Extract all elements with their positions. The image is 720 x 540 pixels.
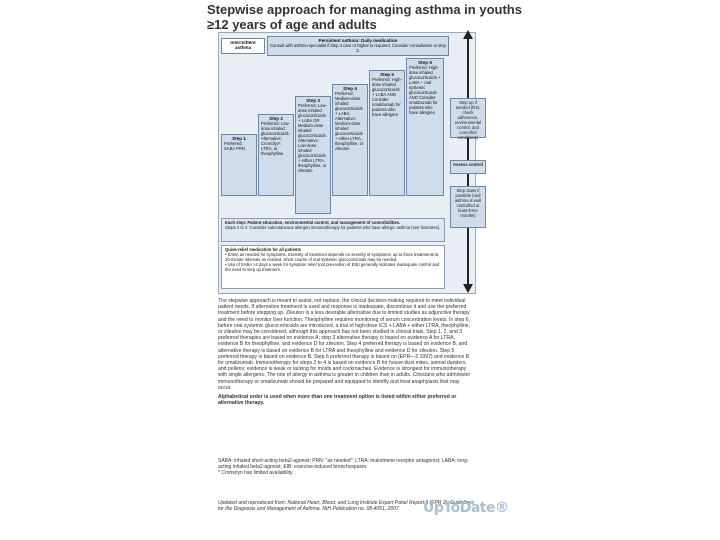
- quick-relief-box: Quick-relief medication for all patients • SABA as needed for symptoms. Intensity of treatment depends on severity of symptoms: up to three treatments at 20-minute intervals as needed. Short course of oral systemic glucocorticoids may be needed. • Use of SABA >2 days a week for symptom relief (not prevention of EIB) generally indicates inadequate control and the need to step up treatment.: [221, 245, 445, 289]
- step-5-box: Step 5 Preferred: High-dose inhaled glucocorticoids + LABA AND Consider omalizumab for patients who have allergies: [369, 70, 405, 196]
- step-3-box: Step 3 Preferred: Low-dose inhaled glucocorticoids + LABA OR Medium-dose inhaled glucocorticoids. Alternative: Low-dose inhaled glucocorticoids + either LTRA, theophylline, or zileuton: [295, 96, 331, 214]
- explanatory-text: [218, 298, 474, 409]
- intermittent-asthma-box: Intermittent asthma: [221, 38, 265, 54]
- paragraph-1: The stepwise approach is meant to assist, not replace, the clinical decision-making required to meet individual patient needs. If alternative treatment is used and response is inadequate, discontinue it and use the preferred treatment before stepping up. Zileuton is a less desirable alternative due to limited studies as adjunctive therapy and the need to monitor liver function. Theophylline requires monitoring of serum concentration levels. In step 6, before oral systemic glucocorticoids are introduced, a trial of high-dose ICS + LABA + either LTRA, theophylline, or zileuton may be considered, although this approach has not been studied in clinical trials. Step 1, 2, and 3 preferred therapies are based on evidence A; step 3 alternative therapy is based on evidence A for LTRA, evidence B for theophylline, and evidence D for zileuton. Step 4 preferred therapy is based on evidence B, and alternative therapy is based on evidence B for LTRA and theophylline and evidence D for zileuton. Step 5 preferred therapy is based on evidence B. Step 6 preferred therapy is based on (EPR—2 1997) and evidence B for omalizumab. Immunotherapy for steps 2 to 4 is based on evidence B for house-dust mites, animal danders, and pollens; evidence is weak or lacking for molds and cockroaches. Evidence is strongest for immunotherapy with single allergens. The role of allergy in asthma is greater in children than in adults. Clinicians who administer immunotherapy or omalizumab should be prepared and equipped to identify and treat anaphylaxis that may occur.: [218, 298, 471, 391]
- step-1-box: Step 1 Preferred: SABA PRN: [221, 134, 257, 196]
- source-citation: Updated and reproduced from: National Heart, Blood, and Lung Institute Expert Panel Report 3 (EPR 3): Guidelines for the Diagnosis and Management of Asthma. NIH Publication no. 08-4051, 2007.: [218, 500, 474, 512]
- paragraph-2: Alphabetical order is used when more than one treatment option is listed within either preferred or alternative therapy.: [218, 394, 457, 407]
- step-4-box: Step 4 Preferred: Medium-dose inhaled glucocorticoids + LABA. Alternative: Medium-dose inhaled glucocorticoids + either LTRA, theophylline, or zileuton: [332, 84, 368, 196]
- step-down-label: Step down if possible (and asthma is well controlled at least three months): [450, 186, 486, 228]
- footnote: * Cromolyn has limited availability.: [218, 470, 294, 476]
- step-2-box: Step 2 Preferred: Low-dose inhaled glucocorticoids. Alternative: Cromolyn*, LTRA, or theophylline: [258, 114, 294, 196]
- step-6-box: Step 6 Preferred: High-dose inhaled glucocorticoids + LABA + oral systemic glucocorticoids AND Consider omalizumab for patients who have allergies: [406, 58, 444, 196]
- persistent-asthma-header: Persistent asthma: Daily medication Consult with asthma specialist if step 4 care or higher is required. Consider consultation at step 3.: [267, 36, 449, 56]
- uptodate-logo: UpToDate®: [423, 500, 509, 516]
- abbreviations: SABA: inhaled short-acting beta2-agonist; PRN: "as needed"; LTRA: leukotriene receptor antagonist; LABA: long-acting inhaled beta2-agonist; EIB: exercise-induced bronchospasm. * Cromolyn has limited availability.: [218, 458, 474, 476]
- assess-control-label: Assess control: [450, 160, 486, 174]
- step-down-arrow-icon: [463, 284, 473, 293]
- step-up-label: Step up if needed (first, check adherence, environmental control, and comorbid conditions): [450, 98, 486, 138]
- each-step-band: Each step: Patient education, environmental control, and management of comorbidities. Steps 2 to 4: Consider subcutaneous allergen immunotherapy for patients who have allergic asthma (see footnotes).: [221, 218, 445, 242]
- page-title: Stepwise approach for managing asthma in youths ≥12 years of age and adults: [207, 2, 522, 32]
